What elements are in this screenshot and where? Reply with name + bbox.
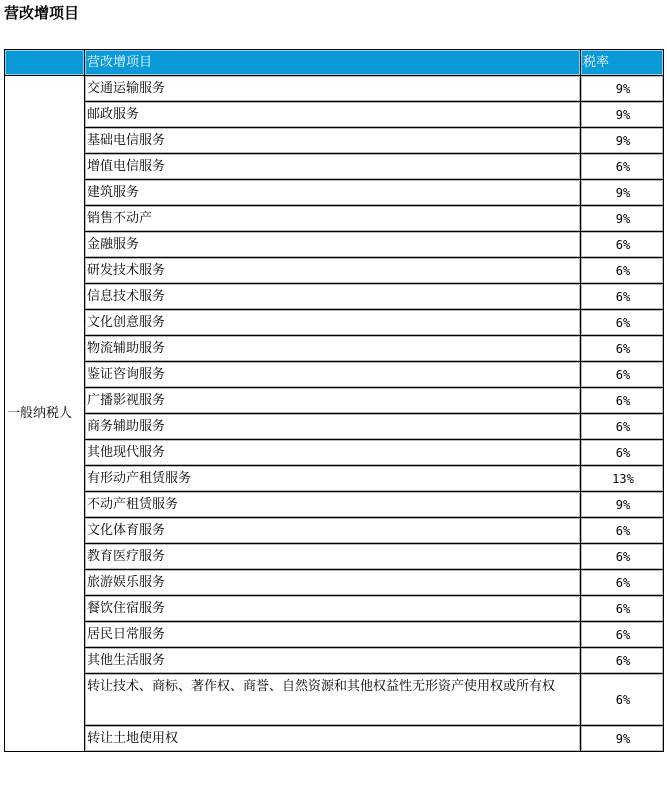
- table-row: [5, 622, 664, 648]
- item-cell: 基础电信服务: [85, 128, 581, 154]
- item-cell: 销售不动产: [85, 206, 581, 232]
- item-cell: 信息技术服务: [85, 284, 581, 310]
- rate-cell: 6%: [581, 674, 664, 726]
- item-cell: 不动产租赁服务: [85, 492, 581, 518]
- rate-cell: 6%: [581, 570, 664, 596]
- item-cell: 文化体育服务: [85, 518, 581, 544]
- rate-cell: 9%: [581, 76, 664, 102]
- item-cell: 广播影视服务: [85, 388, 581, 414]
- item-cell: 旅游娱乐服务: [85, 570, 581, 596]
- table-row: [5, 544, 664, 570]
- table-row: [5, 310, 664, 336]
- table-header-row: [5, 50, 664, 76]
- rate-cell: 6%: [581, 388, 664, 414]
- table-row: [5, 154, 664, 180]
- item-cell: 有形动产租赁服务: [85, 466, 581, 492]
- item-cell: 餐饮住宿服务: [85, 596, 581, 622]
- rate-cell: 6%: [581, 336, 664, 362]
- rate-cell: 6%: [581, 362, 664, 388]
- rate-cell: 9%: [581, 128, 664, 154]
- tax-rate-table: [4, 49, 664, 752]
- item-cell: 转让技术、商标、著作权、商誉、自然资源和其他权益性无形资产使用权或所有权: [85, 674, 581, 726]
- rate-cell: 6%: [581, 232, 664, 258]
- item-cell: 商务辅助服务: [85, 414, 581, 440]
- item-cell: 居民日常服务: [85, 622, 581, 648]
- item-cell: 增值电信服务: [85, 154, 581, 180]
- item-cell: 邮政服务: [85, 102, 581, 128]
- header-taxpayer-cell: [5, 50, 85, 76]
- table-row: [5, 128, 664, 154]
- table-row: [5, 362, 664, 388]
- table-row: [5, 440, 664, 466]
- table-row: [5, 466, 664, 492]
- page-title: 营改增项目: [4, 4, 80, 22]
- rate-cell: 6%: [581, 544, 664, 570]
- item-cell: 金融服务: [85, 232, 581, 258]
- table-row: [5, 518, 664, 544]
- item-cell: 教育医疗服务: [85, 544, 581, 570]
- taxpayer-type-cell: 一般纳税人: [5, 76, 85, 752]
- item-cell: 转让土地使用权: [85, 726, 581, 752]
- rate-cell: 6%: [581, 440, 664, 466]
- header-rate-cell: 税率: [581, 50, 664, 76]
- item-cell: 鉴证咨询服务: [85, 362, 581, 388]
- table-body: [5, 76, 664, 752]
- rate-cell: 6%: [581, 596, 664, 622]
- rate-cell: 6%: [581, 648, 664, 674]
- rate-cell: 6%: [581, 258, 664, 284]
- rate-cell: 6%: [581, 284, 664, 310]
- table-row: [5, 284, 664, 310]
- table-row: [5, 570, 664, 596]
- table-row: [5, 726, 664, 752]
- table-row: [5, 232, 664, 258]
- rate-cell: 6%: [581, 622, 664, 648]
- rate-cell: 6%: [581, 154, 664, 180]
- table-row: [5, 648, 664, 674]
- item-cell: 其他现代服务: [85, 440, 581, 466]
- item-cell: 文化创意服务: [85, 310, 581, 336]
- rate-cell: 9%: [581, 102, 664, 128]
- table-row: [5, 674, 664, 726]
- rate-cell: 6%: [581, 518, 664, 544]
- rate-cell: 6%: [581, 310, 664, 336]
- rate-cell: 9%: [581, 206, 664, 232]
- table-row: [5, 414, 664, 440]
- rate-cell: 13%: [581, 466, 664, 492]
- item-cell: 研发技术服务: [85, 258, 581, 284]
- table-row: [5, 76, 664, 102]
- rate-cell: 6%: [581, 414, 664, 440]
- rate-cell: 9%: [581, 492, 664, 518]
- item-cell: 交通运输服务: [85, 76, 581, 102]
- table-row: [5, 492, 664, 518]
- table-row: [5, 336, 664, 362]
- table-row: [5, 206, 664, 232]
- rate-cell: 9%: [581, 726, 664, 752]
- rate-cell: 9%: [581, 180, 664, 206]
- header-item-cell: 营改增项目: [85, 50, 581, 76]
- table-row: [5, 596, 664, 622]
- item-cell: 物流辅助服务: [85, 336, 581, 362]
- table-row: [5, 180, 664, 206]
- item-cell: 建筑服务: [85, 180, 581, 206]
- table-row: [5, 102, 664, 128]
- item-cell: 其他生活服务: [85, 648, 581, 674]
- table-row: [5, 388, 664, 414]
- table-row: [5, 258, 664, 284]
